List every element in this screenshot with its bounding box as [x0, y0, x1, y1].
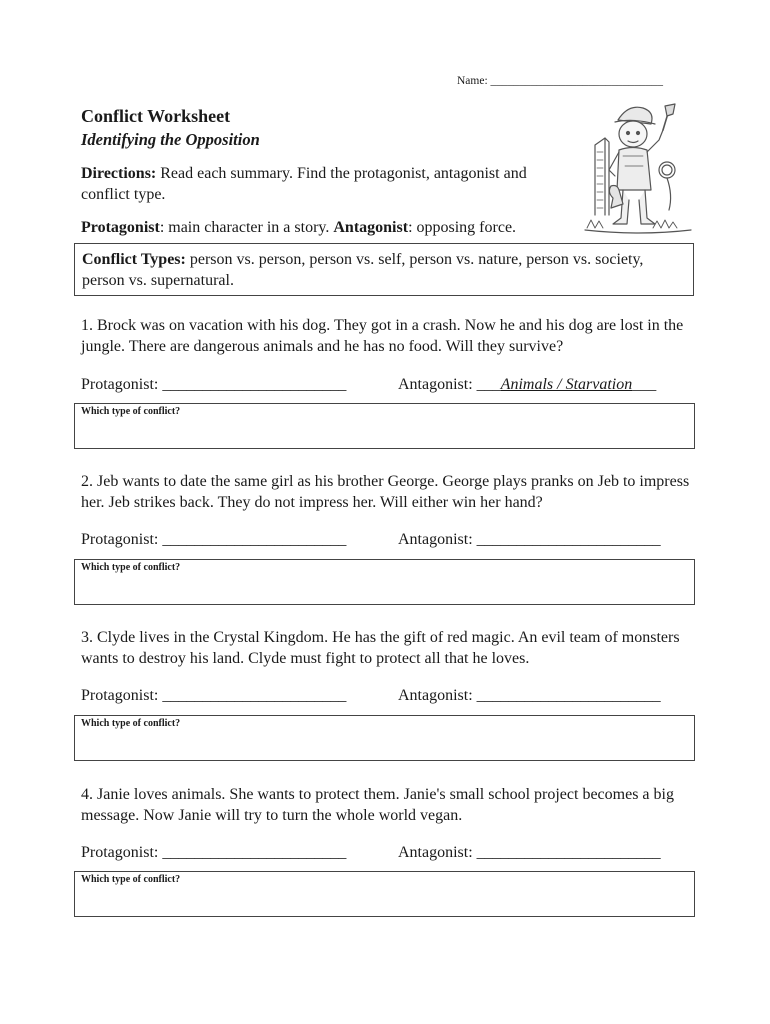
page-subtitle: Identifying the Opposition: [81, 130, 260, 149]
definitions: [81, 219, 516, 237]
protagonist-term: Protagonist: [81, 219, 160, 236]
question-2: 2. Jeb wants to date the same girl as his brother George. George plays pranks on Jeb to impress her. Jeb strikes back. They do not impress her. Will either win her hand?: [81, 473, 690, 511]
conflict-answer-box[interactable]: [74, 715, 695, 761]
antagonist-field[interactable]: Antagonist: _______________________: [398, 531, 661, 548]
protagonist-field[interactable]: Protagonist: _______________________: [81, 844, 347, 861]
directions-label: Directions:: [81, 165, 157, 182]
explorer-boy-illustration: [583, 100, 695, 245]
antagonist-field[interactable]: Antagonist: _______________________: [398, 687, 661, 704]
directions: [81, 163, 561, 205]
answer-row-1: [81, 376, 696, 394]
conflict-types-label: Conflict Types:: [82, 251, 186, 268]
conflict-question-label: Which type of conflict?: [81, 406, 181, 417]
conflict-types-box: [74, 243, 694, 296]
conflict-question-label: Which type of conflict?: [81, 874, 181, 885]
antagonist-label: Antagonist: ___: [398, 376, 501, 393]
protagonist-definition: : main character in a story.: [159, 219, 334, 236]
answer-row-4: [81, 844, 696, 862]
antagonist-definition: : opposing force.: [408, 219, 517, 236]
question-4: 4. Janie loves animals. She wants to protect them. Janie's small school project becomes a big message. Now Janie will try to turn the whole world vegan.: [81, 786, 674, 824]
protagonist-field[interactable]: Protagonist: _______________________: [81, 376, 347, 393]
conflict-question-label: Which type of conflict?: [81, 562, 181, 573]
antagonist-term: Antagonist: [333, 219, 409, 236]
question-3: 3. Clyde lives in the Crystal Kingdom. He has the gift of red magic. An evil team of monsters wants to destroy his land. Clyde must fight to protect all that he loves.: [81, 629, 680, 667]
conflict-answer-box[interactable]: [74, 559, 695, 605]
conflict-question-label: Which type of conflict?: [81, 718, 181, 729]
protagonist-field[interactable]: Protagonist: _______________________: [81, 531, 347, 548]
conflict-answer-box[interactable]: [74, 403, 695, 449]
antagonist-field[interactable]: Antagonist: _______________________: [398, 844, 661, 861]
conflict-answer-box[interactable]: [74, 871, 695, 917]
antagonist-field[interactable]: [398, 376, 656, 394]
protagonist-field[interactable]: Protagonist: _______________________: [81, 687, 347, 704]
conflict-types-text: person vs. person, person vs. self, person vs. nature, person vs. society, person vs. supernatural.: [82, 251, 644, 289]
answer-row-3: [81, 687, 696, 705]
name-field[interactable]: Name: ______________________________: [457, 75, 664, 87]
answer-row-2: [81, 531, 696, 549]
question-1: 1. Brock was on vacation with his dog. They got in a crash. Now he and his dog are lost in the jungle. There are dangerous animals and he has no food. Will they survive?: [81, 317, 684, 355]
antagonist-blank: ___: [632, 376, 657, 393]
antagonist-answer: Animals / Starvation: [500, 376, 633, 393]
directions-text: Read each summary. Find the protagonist, antagonist and conflict type.: [81, 165, 527, 203]
page-title: Conflict Worksheet: [81, 106, 231, 126]
